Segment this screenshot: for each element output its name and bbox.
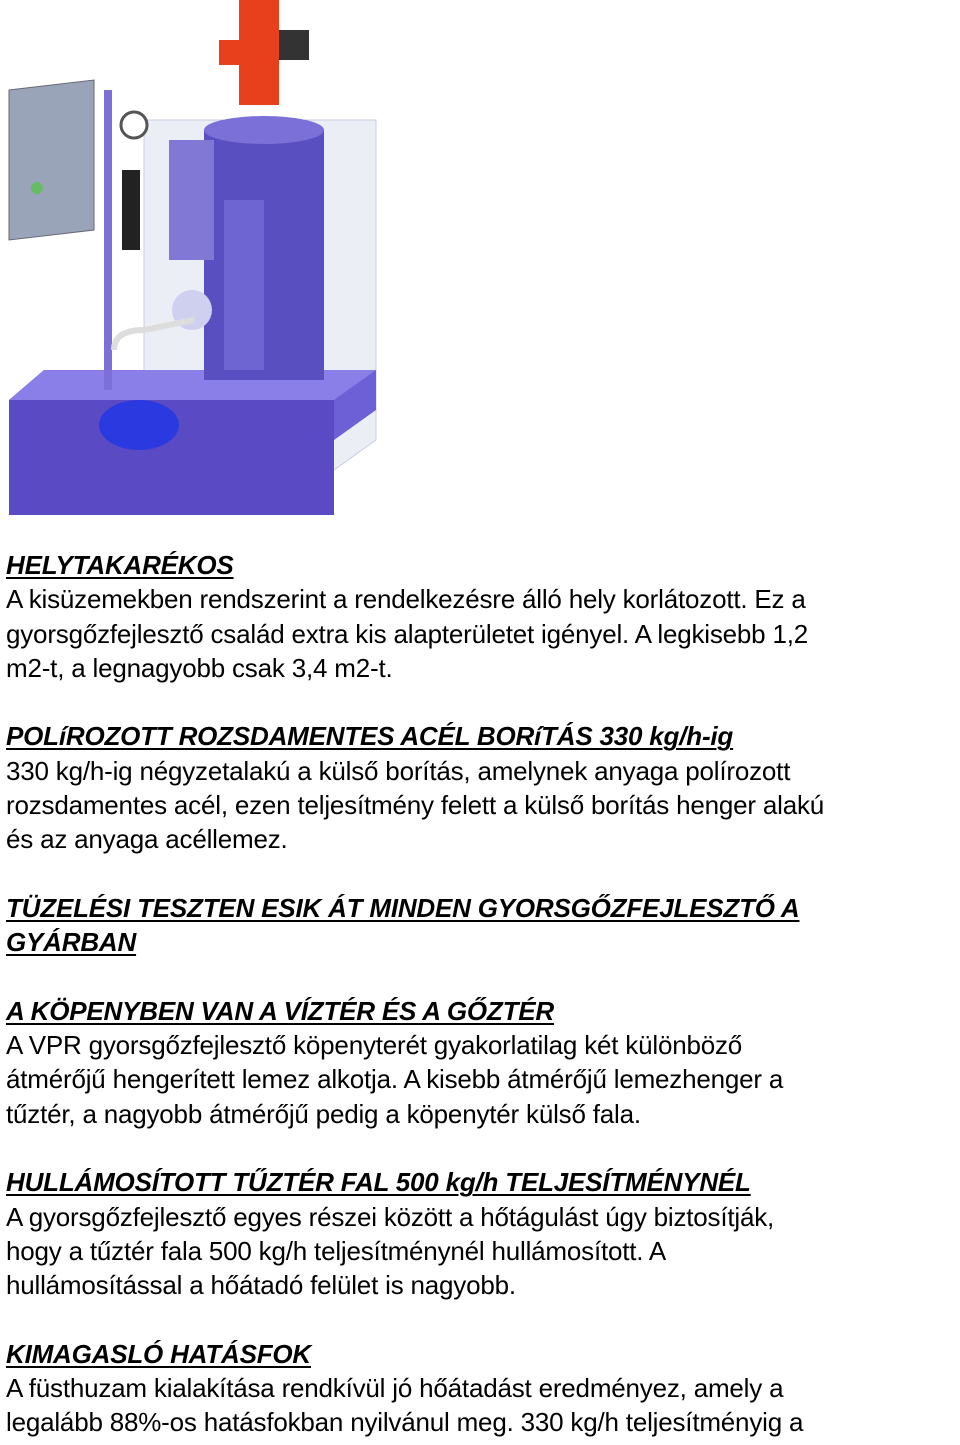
paragraph-line: m2-t, a legnagyobb csak 3,4 m2-t. bbox=[6, 652, 393, 683]
section-heading: TÜZELÉSI TESZTEN ESIK ÁT MINDEN GYORSGŐZFEJLESZTŐ A bbox=[6, 892, 800, 923]
paragraph-line: átmérőjű hengerített lemez alkotja. A kisebb átmérőjű lemezhenger a bbox=[6, 1064, 784, 1095]
section-polirozott-boritas bbox=[6, 719, 960, 856]
paragraph-line: gyorsgőzfejlesztő család extra kis alapterületet igényel. A legkisebb 1,2 bbox=[6, 618, 808, 649]
section-heading: HULLÁMOSÍTOTT TŰZTÉR FAL 500 kg/h TELJESÍTMÉNYNÉL bbox=[6, 1167, 751, 1198]
paragraph-line: A kisüzemekben rendszerint a rendelkezésre álló hely korlátozott. Ez a bbox=[6, 584, 806, 615]
paragraph-line: 330 kg/h-ig négyzetalakú a külső borítás, amelynek anyaga polírozott bbox=[6, 755, 791, 786]
section-helytakarekos bbox=[6, 548, 960, 685]
section-heading: GYÁRBAN bbox=[6, 927, 137, 958]
paragraph-line: A füsthuzam kialakítása rendkívül jó hőátadást eredményez, amely a bbox=[6, 1373, 784, 1404]
section-heading: KIMAGASLÓ HATÁSFOK bbox=[6, 1338, 312, 1369]
paragraph-line: tűztér, a nagyobb átmérőjű pedig a köpenytér külső fala. bbox=[6, 1098, 641, 1129]
section-hatasfok bbox=[6, 1337, 960, 1440]
paragraph-line: és az anyaga acéllemez. bbox=[6, 824, 288, 855]
section-heading: A KÖPENYBEN VAN A VÍZTÉR ÉS A GŐZTÉR bbox=[6, 995, 554, 1026]
section-hullamositott-tuzter bbox=[6, 1165, 960, 1302]
section-tuzelesi-teszt bbox=[6, 891, 960, 960]
paragraph-line: legalább 88%-os hatásfokban nyilvánul meg. 330 kg/h teljesítményig a bbox=[6, 1407, 804, 1438]
paragraph-line: A VPR gyorsgőzfejlesztő köpenyterét gyakorlatilag két különböző bbox=[6, 1030, 743, 1061]
document-body bbox=[6, 548, 960, 1440]
section-heading: POLíROZOTT ROZSDAMENTES ACÉL BORíTÁS 330 kg/h-ig bbox=[6, 721, 734, 752]
paragraph-line: hogy a tűztér fala 500 kg/h teljesítménynél hullámosított. A bbox=[6, 1235, 667, 1266]
section-heading: HELYTAKARÉKOS bbox=[6, 550, 234, 580]
paragraph-line: rozsdamentes acél, ezen teljesítmény felett a külső borítás henger alakú bbox=[6, 790, 825, 821]
paragraph-line: A gyorsgőzfejlesztő egyes részei között a hőtágulást úgy biztosítják, bbox=[6, 1201, 775, 1232]
steam-generator-illustration bbox=[4, 0, 380, 515]
paragraph-line: hullámosítással a hőátadó felület is nagyobb. bbox=[6, 1270, 516, 1301]
section-vizter-gozter bbox=[6, 994, 960, 1131]
